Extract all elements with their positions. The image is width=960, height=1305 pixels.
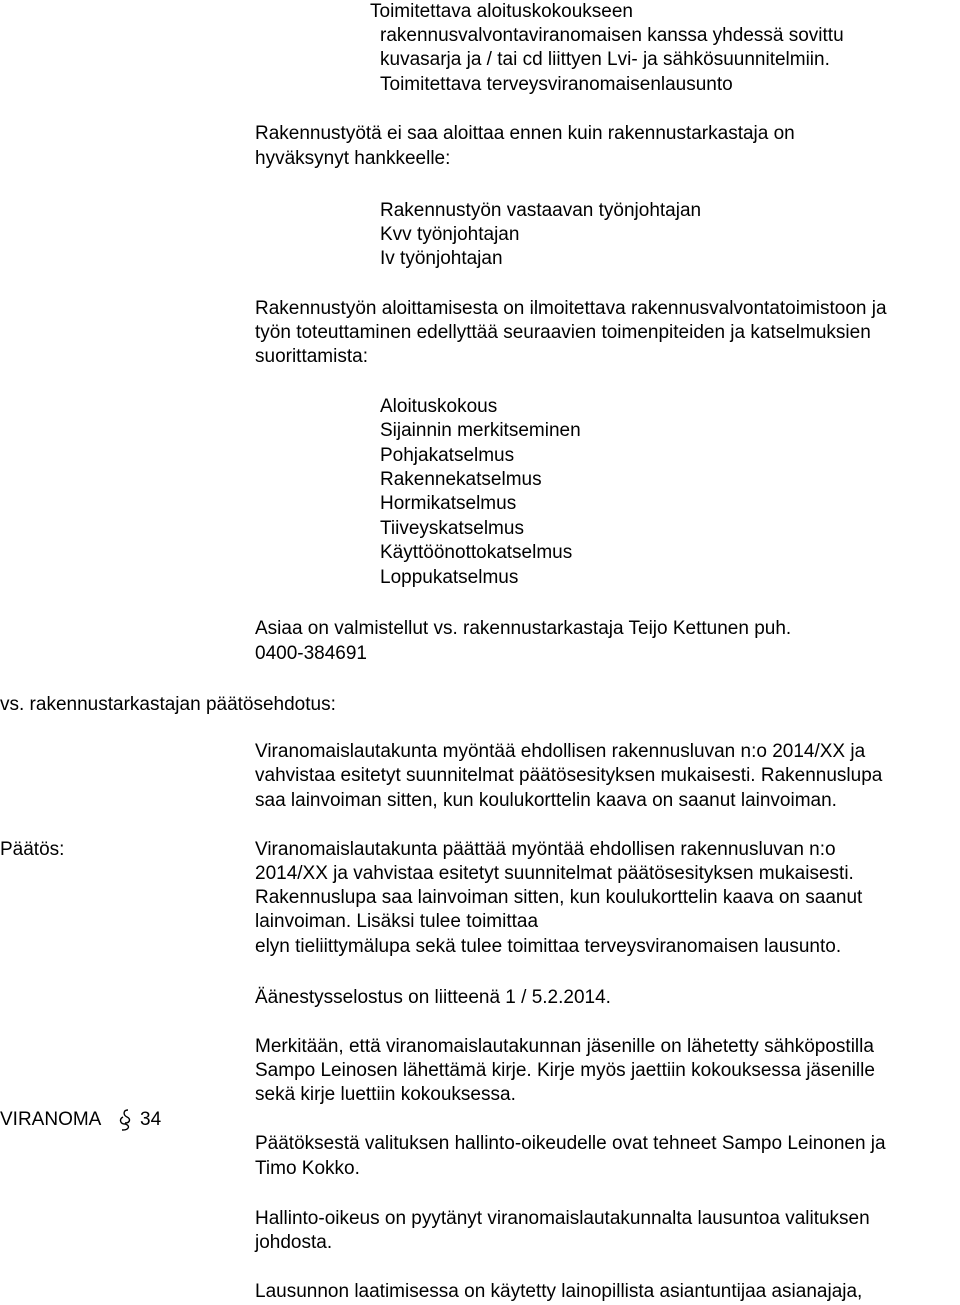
- section-label-number: 34: [140, 1109, 162, 1130]
- paragraph-line: Hallinto-oikeus on pyytänyt viranomaislautakunnalta lausuntoa valituksen: [255, 1208, 870, 1229]
- paragraph-line: hyväksynyt hankkeelle:: [255, 148, 451, 169]
- paragraph-line: työn toteuttaminen edellyttää seuraavien toimenpiteiden ja katselmuksien: [255, 322, 871, 343]
- top-line: kuvasarja ja / tai cd liittyen Lvi- ja sähkösuunnitelmiin.: [380, 49, 830, 70]
- paragraph-line: sekä kirje luettiin kokouksessa.: [255, 1084, 516, 1105]
- list-item: Hormikatselmus: [380, 493, 517, 514]
- list-item: Iv työnjohtajan: [380, 248, 503, 269]
- top-line: Toimitettava aloituskokoukseen: [370, 1, 633, 22]
- paragraph-line: Merkitään, että viranomaislautakunnan jäsenille on lähetetty sähköpostilla: [255, 1036, 874, 1057]
- section-label-body: VIRANOMA: [0, 1109, 102, 1130]
- section-mark-icon: [118, 1108, 132, 1132]
- list-item: Aloituskokous: [380, 396, 498, 417]
- list-item: Sijainnin merkitseminen: [380, 420, 581, 441]
- paragraph-line: 2014/XX ja vahvistaa esitetyt suunnitelmat päätösesityksen mukaisesti.: [255, 863, 854, 884]
- paragraph-line: Viranomaislautakunta myöntää ehdollisen rakennusluvan n:o 2014/XX ja: [255, 741, 866, 762]
- vote-note: Äänestysselostus on liitteenä 1 / 5.2.2014.: [255, 987, 611, 1008]
- paragraph-line: johdosta.: [255, 1232, 333, 1253]
- paragraph-line: elyn tieliittymälupa sekä tulee toimittaa terveysviranomaisen lausunto.: [255, 936, 842, 957]
- top-line: rakennusvalvontaviranomaisen kanssa yhdessä sovittu: [380, 25, 844, 46]
- paragraph-line: vahvistaa esitetyt suunnitelmat päätösesityksen mukaisesti. Rakennuslupa: [255, 765, 883, 786]
- list-item: Rakennustyön vastaavan työnjohtajan: [380, 200, 702, 221]
- paragraph-line: Rakennuslupa saa lainvoiman sitten, kun koulukorttelin kaava on saanut: [255, 887, 863, 908]
- decision-label: Päätös:: [0, 839, 65, 860]
- paragraph-line: 0400-384691: [255, 643, 367, 664]
- paragraph-line: Viranomaislautakunta päättää myöntää ehdollisen rakennusluvan n:o: [255, 839, 836, 860]
- paragraph-line: saa lainvoiman sitten, kun koulukorttelin kaava on saanut lainvoiman.: [255, 790, 837, 811]
- list-item: Käyttöönottokatselmus: [380, 542, 573, 563]
- top-line: Toimitettava terveysviranomaisenlausunto: [380, 74, 733, 95]
- paragraph-line: Rakennustyötä ei saa aloittaa ennen kuin rakennustarkastaja on: [255, 123, 795, 144]
- paragraph-line: suorittamista:: [255, 346, 368, 367]
- list-item: Rakennekatselmus: [380, 469, 542, 490]
- paragraph-line: Rakennustyön aloittamisesta on ilmoitettava rakennusvalvontatoimistoon ja: [255, 298, 887, 319]
- list-item: Kvv työnjohtajan: [380, 224, 520, 245]
- list-item: Tiiveyskatselmus: [380, 518, 524, 539]
- paragraph-line: Lausunnon laatimisessa on käytetty lainopillista asiantuntijaa asianajaja,: [255, 1281, 863, 1302]
- paragraph-line: Timo Kokko.: [255, 1158, 360, 1179]
- list-item: Pohjakatselmus: [380, 445, 515, 466]
- paragraph-line: Sampo Leinosen lähettämä kirje. Kirje myös jaettiin kokouksessa jäsenille: [255, 1060, 875, 1081]
- paragraph-line: Päätöksestä valituksen hallinto-oikeudelle ovat tehneet Sampo Leinonen ja: [255, 1133, 886, 1154]
- paragraph-line: Asiaa on valmistellut vs. rakennustarkastaja Teijo Kettunen puh.: [255, 618, 792, 639]
- paragraph-line: lainvoiman. Lisäksi tulee toimittaa: [255, 911, 539, 932]
- proposal-label: vs. rakennustarkastajan päätösehdotus:: [0, 694, 336, 715]
- list-item: Loppukatselmus: [380, 567, 519, 588]
